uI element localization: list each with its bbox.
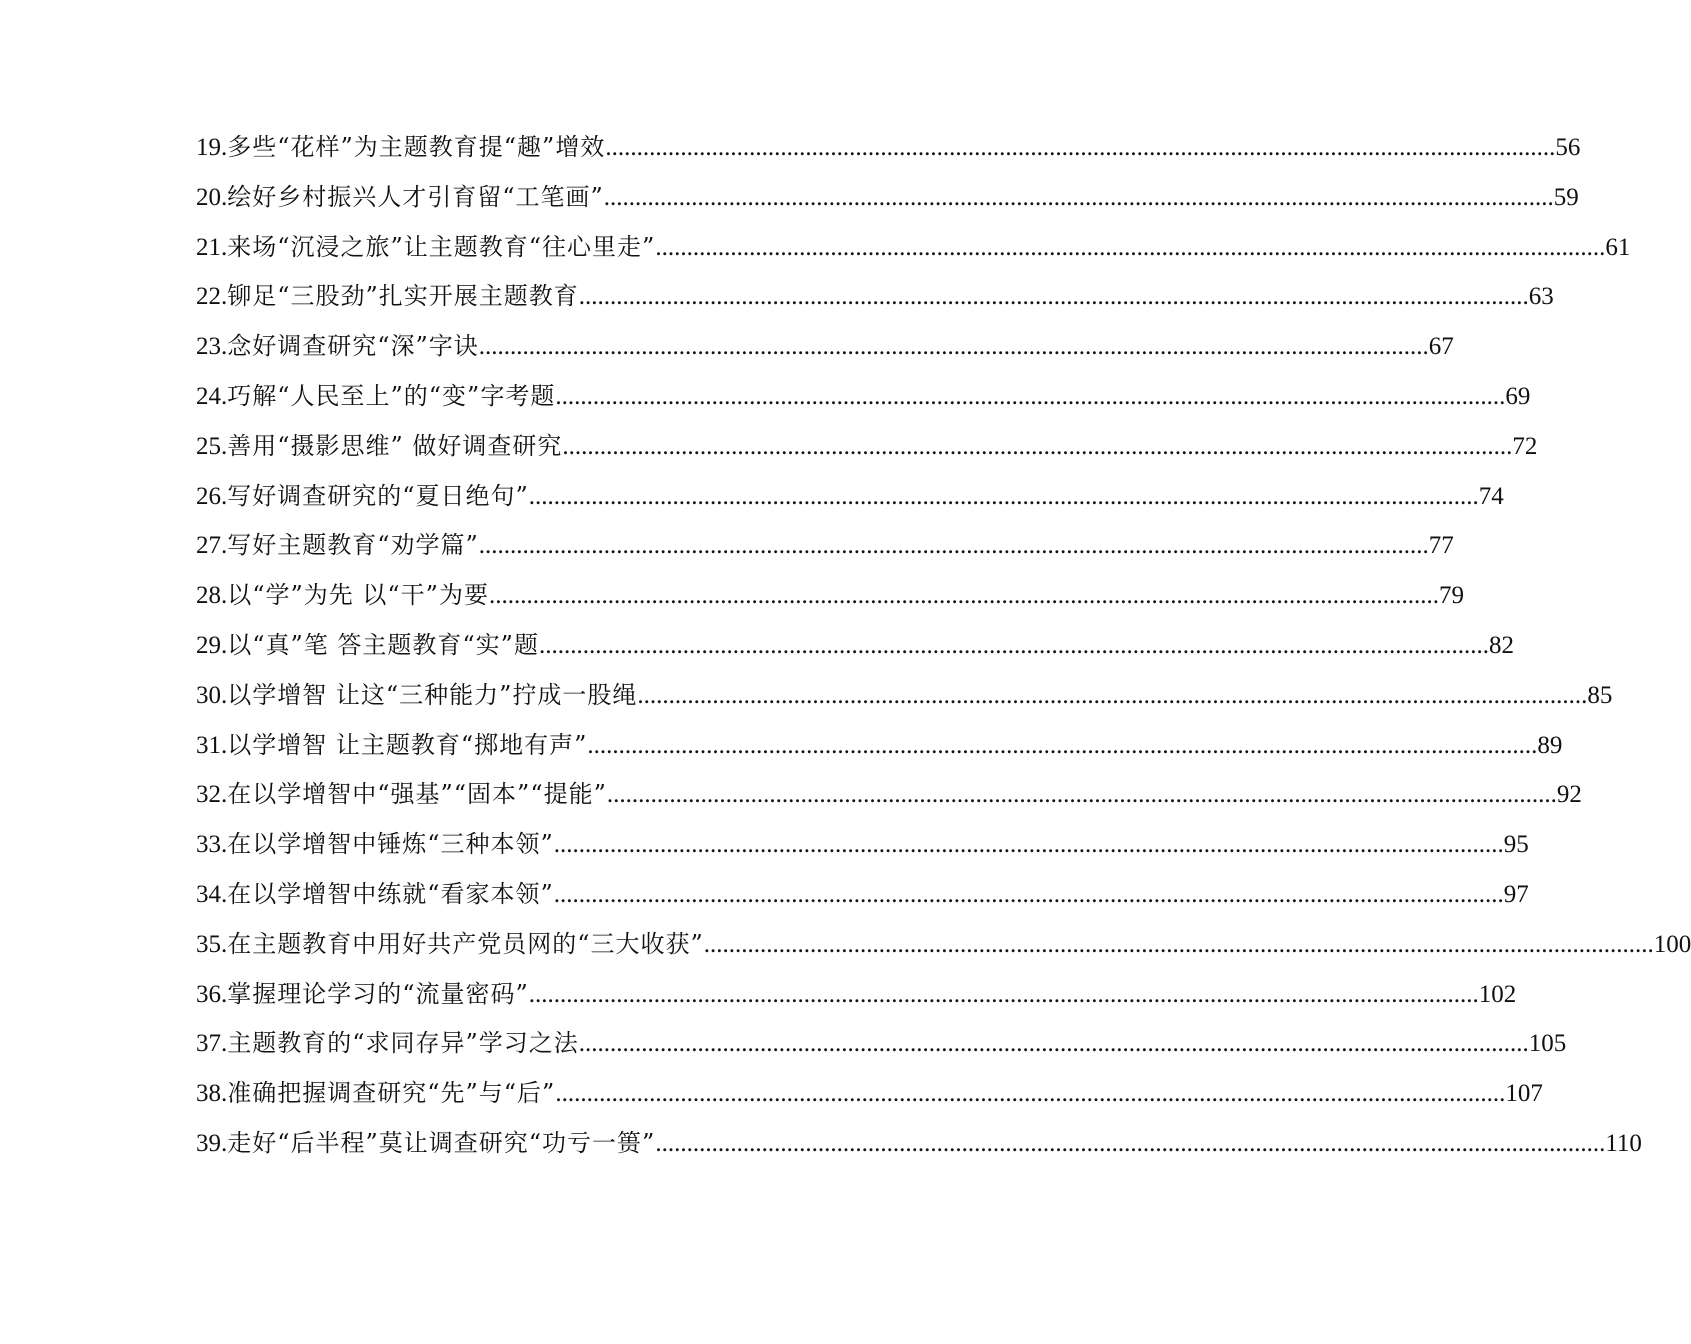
toc-entry-page: 95 [1503,831,1529,859]
toc-dot-leader [704,931,1654,959]
toc-entry-number: 28. [196,582,228,610]
toc-dot-leader [479,333,1429,361]
toc-entry-title: 以“真”笔 答主题教育“实”题 [227,630,539,659]
toc-entry[interactable] [196,924,1691,974]
toc-entry-number: 32. [196,781,228,809]
toc-dot-leader [479,532,1429,560]
toc-entry-title: 以“学”为先 以“干”为要 [227,581,489,610]
toc-entry-number: 19. [196,134,228,161]
toc-entry-page: 110 [1605,1129,1642,1157]
toc-entry[interactable] [196,1073,1543,1123]
toc-entry-page: 97 [1503,880,1529,908]
toc-entry-number: 36. [196,980,228,1008]
toc-entry[interactable] [196,1123,1642,1173]
toc-dot-leader [604,184,1554,212]
toc-entry-page: 56 [1555,134,1581,161]
toc-dot-leader [655,1130,1605,1158]
toc-dot-leader [555,383,1505,411]
toc-entry-page: 85 [1587,681,1613,709]
toc-entry-title: 念好调查研究“深”字诀 [227,332,479,361]
toc-dot-leader [655,234,1605,262]
toc-entry-page: 100 [1653,930,1691,958]
toc-dot-leader [607,781,1557,809]
toc-dot-leader [579,283,1529,311]
table-of-contents [196,127,1691,1173]
toc-entry[interactable] [196,575,1464,625]
toc-entry-number: 27. [196,532,228,560]
toc-entry[interactable] [196,326,1454,376]
toc-entry[interactable] [196,525,1454,575]
toc-dot-leader [562,433,1512,461]
toc-entry[interactable] [196,625,1514,675]
toc-entry-number: 21. [196,233,228,261]
toc-dot-leader [605,134,1555,162]
toc-entry[interactable] [196,725,1563,775]
toc-entry-page: 105 [1528,1030,1567,1058]
toc-entry-number: 39. [196,1129,228,1157]
toc-entry-page: 63 [1528,283,1554,311]
toc-entry-page: 79 [1438,582,1464,610]
toc-entry-number: 20. [196,183,228,211]
toc-entry-page: 61 [1605,233,1631,261]
toc-entry[interactable] [196,426,1538,476]
toc-entry[interactable] [196,675,1613,725]
toc-entry-title: 在主题教育中用好共产党员网的“三大收获” [227,929,704,958]
toc-entry-page: 107 [1505,1080,1543,1108]
toc-entry[interactable] [196,476,1504,526]
toc-entry-title: 走好“后半程”莫让调查研究“功亏一篑” [227,1128,656,1157]
toc-entry-page: 74 [1478,482,1504,510]
toc-entry-number: 25. [196,432,228,460]
toc-dot-leader [529,981,1479,1009]
toc-entry[interactable] [196,874,1529,924]
toc-entry-title: 在以学增智中练就“看家本领” [227,879,554,908]
toc-entry-number: 35. [196,930,228,958]
toc-entry-title: 写好主题教育“劝学篇” [227,531,479,560]
toc-entry-number: 23. [196,333,228,361]
toc-entry[interactable] [196,824,1529,874]
toc-entry[interactable] [196,177,1579,227]
toc-dot-leader [554,831,1504,859]
toc-entry[interactable] [196,1023,1567,1073]
toc-dot-leader [555,1080,1505,1108]
toc-entry-page: 72 [1512,432,1538,460]
toc-entry-title: 以学增智 让主题教育“掷地有声” [227,730,588,759]
toc-entry-number: 22. [196,283,228,311]
toc-entry-page: 102 [1478,980,1517,1008]
toc-entry-title: 善用“摄影思维” 做好调查研究 [227,431,563,460]
toc-entry-number: 38. [196,1080,228,1108]
toc-dot-leader [539,632,1489,660]
toc-entry[interactable] [196,974,1517,1024]
toc-entry[interactable] [196,227,1631,277]
toc-entry-page: 77 [1428,532,1454,560]
toc-entry-page: 67 [1428,333,1454,361]
toc-entry-number: 33. [196,831,228,859]
toc-entry-page: 69 [1505,382,1531,410]
toc-dot-leader [637,682,1587,710]
toc-dot-leader [529,483,1479,511]
toc-entry-title: 掌握理论学习的“流量密码” [227,979,529,1008]
toc-entry-title: 主题教育的“求同存异”学习之法 [227,1029,579,1058]
toc-entry-page: 59 [1553,183,1579,211]
toc-entry[interactable] [196,376,1531,426]
toc-dot-leader [554,881,1504,909]
toc-entry-title: 绘好乡村振兴人才引育留“工笔画” [227,182,604,211]
toc-entry-page: 89 [1537,731,1563,759]
toc-entry-title: 以学增智 让这“三种能力”拧成一股绳 [227,680,638,709]
toc-entry-title: 巧解“人民至上”的“变”字考题 [227,381,556,410]
toc-entry-number: 30. [196,681,228,709]
toc-entry-page: 92 [1556,781,1582,809]
toc-entry-title: 在以学增智中锤炼“三种本领” [227,830,554,859]
toc-entry-number: 26. [196,482,228,510]
toc-entry-title: 铆足“三股劲”扎实开展主题教育 [227,282,579,311]
toc-entry-number: 34. [196,880,228,908]
toc-entry-page: 82 [1488,631,1514,659]
toc-entry-title: 来场“沉浸之旅”让主题教育“往心里走” [227,232,656,261]
toc-dot-leader [587,732,1537,760]
toc-entry-number: 24. [196,382,228,410]
toc-entry-title: 写好调查研究的“夏日绝句” [227,481,529,510]
toc-entry-title: 在以学增智中“强基”“固本”“提能” [227,780,607,809]
toc-entry-title: 准确把握调查研究“先”与“后” [227,1079,556,1108]
toc-entry[interactable] [196,774,1582,824]
toc-entry-number: 31. [196,731,228,759]
toc-entry[interactable] [196,276,1554,326]
toc-entry-number: 37. [196,1030,228,1058]
toc-dot-leader [489,582,1439,610]
toc-entry-number: 29. [196,631,228,659]
toc-entry-title: 多些“花样”为主题教育提“趣”增效 [227,133,606,161]
toc-dot-leader [579,1030,1529,1058]
toc-entry[interactable] [196,127,1581,177]
